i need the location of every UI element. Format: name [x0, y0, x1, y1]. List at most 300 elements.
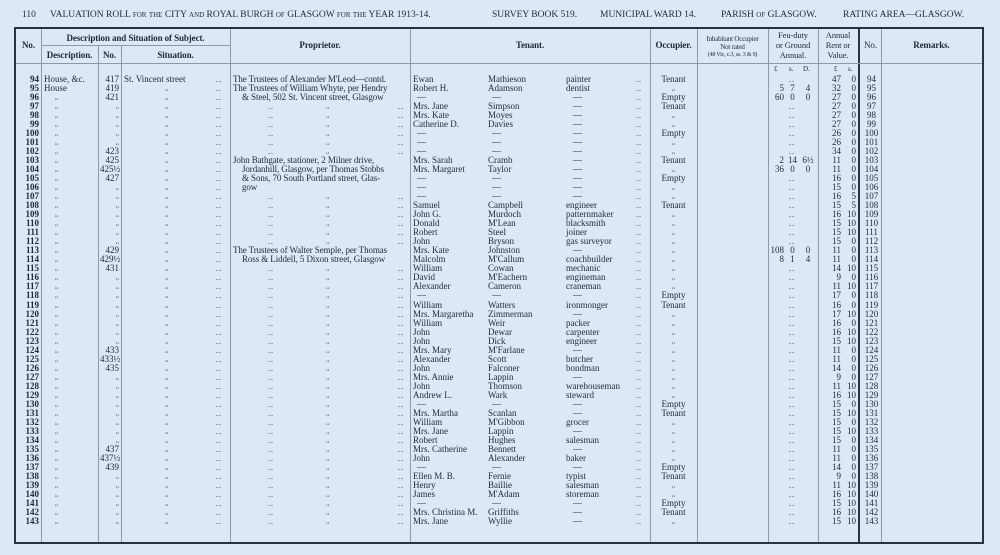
proprietor-dots: .. — [398, 417, 404, 427]
rent-pounds: 34 — [832, 146, 841, 157]
proprietor-dots: .. — [398, 507, 404, 517]
tenant-surname: Cameron — [488, 281, 521, 292]
feu-dots: .. — [789, 282, 795, 292]
street-number: ,, — [115, 238, 119, 246]
row-number-right: 108 — [864, 200, 879, 211]
proprietor-ditto: ,, — [326, 139, 330, 147]
tenant-occupation: — — [573, 425, 582, 436]
description: ,, — [55, 337, 59, 345]
street-number: 429½ — [100, 254, 121, 265]
rent-pounds: 11 — [832, 443, 841, 454]
proprietor-dots: .. — [268, 390, 274, 400]
situation: ,, — [165, 436, 169, 444]
tenant-first-name: John — [413, 452, 431, 463]
row-number-right: 137 — [864, 461, 879, 472]
street-number: ,, — [115, 121, 119, 129]
proprietor-dots: .. — [268, 435, 274, 445]
row-number: 111 — [26, 227, 39, 238]
description: ,, — [55, 427, 59, 435]
tenant-occupation: — — [573, 191, 582, 202]
rent-pounds: 16 — [832, 299, 841, 310]
feu-dots: .. — [789, 327, 795, 337]
proprietor-dots: .. — [398, 462, 404, 472]
street-number: ,, — [115, 130, 119, 138]
rent-shillings: 0 — [851, 137, 856, 148]
situation-dots: .. — [216, 444, 222, 454]
description: ,, — [55, 328, 59, 336]
description: ,, — [55, 454, 59, 462]
proprietor-dots: .. — [268, 417, 274, 427]
proprietor-dots: .. — [398, 327, 404, 337]
row-number-right: 119 — [864, 299, 879, 310]
tenant-occupation: — — [573, 344, 582, 355]
tenant-surname: Simpson — [488, 101, 520, 112]
proprietor-dots: .. — [268, 138, 274, 148]
rent-shillings: 10 — [847, 488, 856, 499]
tenant-first-name: — — [417, 173, 426, 184]
tenant-dots: .. — [636, 165, 642, 175]
description: ,, — [55, 193, 59, 201]
proprietor-dots: .. — [268, 354, 274, 364]
proprietor-dots: .. — [268, 363, 274, 373]
row-number-right: 118 — [864, 290, 879, 301]
rent-pounds: 15 — [832, 182, 841, 193]
street-number: 423 — [105, 146, 119, 157]
feu-shillings: 14 — [788, 155, 797, 166]
situation: ,, — [165, 355, 169, 363]
situation: ,, — [165, 265, 169, 273]
proprietor-dots: .. — [398, 363, 404, 373]
occupier: ,, — [671, 391, 676, 399]
col-rent-line2: Rent or — [825, 40, 851, 50]
street-number: ,, — [115, 328, 119, 336]
tenant-surname: Fernie — [488, 470, 511, 481]
proprietor-ditto: ,, — [326, 391, 330, 399]
tenant-dots: .. — [636, 363, 642, 373]
rent-shillings: 0 — [851, 434, 856, 445]
tenant-surname: Baillie — [488, 479, 512, 490]
occupier: Tenant — [661, 299, 686, 310]
situation: ,, — [165, 94, 169, 102]
tenant-occupation: engineer — [566, 200, 597, 211]
feu-dots: .. — [789, 129, 795, 139]
proprietor-ditto: ,, — [326, 337, 330, 345]
proprietor-ditto: ,, — [326, 121, 330, 129]
rent-pounds: 11 — [832, 353, 841, 364]
tenant-first-name: John — [413, 326, 431, 337]
row-number: 127 — [25, 371, 39, 382]
occupier: ,, — [671, 418, 676, 426]
situation-dots: .. — [216, 147, 222, 157]
proprietor: gow — [242, 182, 258, 193]
proprietor-dots: .. — [398, 219, 404, 229]
tenant-dots: .. — [636, 498, 642, 508]
situation: St. Vincent street — [124, 74, 186, 84]
description: ,, — [55, 445, 59, 453]
proprietor-dots: .. — [268, 336, 274, 346]
row-number: 98 — [30, 110, 39, 121]
tenant-surname: Bryson — [488, 236, 515, 247]
tenant-dots: .. — [636, 327, 642, 337]
tenant-first-name: James — [413, 488, 435, 499]
tenant-first-name: William — [413, 416, 443, 427]
description: ,, — [55, 283, 59, 291]
situation-dots: .. — [216, 246, 222, 256]
parish: PARISH of GLASGOW. — [721, 10, 817, 20]
situation-dots: .. — [216, 174, 222, 184]
situation-dots: .. — [216, 372, 222, 382]
situation: ,, — [165, 229, 169, 237]
col-proprietor: Proprietor. — [299, 40, 341, 50]
tenant-first-name: Mrs. Sarah — [413, 155, 453, 166]
situation-dots: .. — [216, 462, 222, 472]
street-number: ,, — [115, 409, 119, 417]
rent-shillings: 10 — [847, 227, 856, 238]
proprietor-ditto: ,, — [326, 472, 330, 480]
tenant-surname: Wyllie — [488, 515, 512, 526]
feu-dots: .. — [789, 192, 795, 202]
tenant-surname: Dick — [488, 335, 506, 346]
proprietor-ditto: ,, — [326, 103, 330, 111]
situation-dots: .. — [216, 237, 222, 247]
occupier: ,, — [671, 184, 676, 192]
rent-pounds: 15 — [832, 407, 841, 418]
tenant-first-name: Mrs. Margaret — [413, 164, 465, 175]
occupier: Empty — [661, 461, 686, 472]
occupier: ,, — [671, 319, 676, 327]
situation-dots: .. — [216, 363, 222, 373]
proprietor-ditto: ,, — [326, 292, 330, 300]
rent-shillings: 0 — [851, 353, 856, 364]
description: ,, — [55, 463, 59, 471]
tenant-dots: .. — [636, 282, 642, 292]
row-number: 107 — [25, 191, 39, 202]
rent-pounds: 14 — [832, 263, 841, 274]
situation-dots: .. — [216, 471, 222, 481]
situation-dots: .. — [216, 273, 222, 283]
tenant-surname: Johnston — [488, 245, 521, 256]
tenant-dots: .. — [636, 246, 642, 256]
situation: ,, — [165, 418, 169, 426]
occupier: ,, — [671, 445, 676, 453]
situation-dots: .. — [216, 498, 222, 508]
proprietor-ditto: ,, — [326, 328, 330, 336]
tenant-dots: .. — [636, 516, 642, 526]
rent-shillings: 10 — [847, 515, 856, 526]
row-number-right: 125 — [864, 353, 879, 364]
situation: ,, — [165, 463, 169, 471]
description: ,, — [55, 310, 59, 318]
tenant-occupation: — — [573, 182, 582, 193]
col-inhabitant-line2: Not rated — [720, 43, 745, 51]
rent-shillings: 0 — [851, 461, 856, 472]
row-number-right: 123 — [864, 335, 879, 346]
rent-shillings: 0 — [851, 443, 856, 454]
rent-pounds: 11 — [832, 380, 841, 391]
rent-pounds: 17 — [832, 308, 841, 319]
rent-pounds: 16 — [832, 317, 841, 328]
tenant-first-name: — — [417, 290, 426, 301]
tenant-surname: — — [492, 497, 501, 508]
table-row — [0, 517, 1000, 526]
situation-dots: .. — [216, 183, 222, 193]
proprietor-dots: .. — [398, 489, 404, 499]
situation: ,, — [165, 148, 169, 156]
proprietor-ditto: ,, — [326, 418, 330, 426]
feu-dots: .. — [789, 120, 795, 130]
feu-shillings: 7 — [790, 83, 795, 94]
rent-shillings: 10 — [847, 506, 856, 517]
row-number: 106 — [25, 182, 39, 193]
tenant-occupation: — — [573, 497, 582, 508]
tenant-dots: .. — [636, 318, 642, 328]
street-number: ,, — [115, 373, 119, 381]
survey-book: SURVEY BOOK 519. — [492, 10, 578, 20]
row-number: 94 — [30, 74, 39, 84]
tenant-first-name: Samuel — [413, 200, 440, 211]
tenant-surname: Wark — [488, 389, 508, 400]
occupier: Empty — [661, 92, 686, 103]
rent-pounds: 15 — [832, 434, 841, 445]
row-number: 139 — [25, 479, 39, 490]
tenant-surname: Scott — [488, 353, 507, 364]
tenant-first-name: John G. — [413, 209, 442, 220]
tenant-dots: .. — [636, 399, 642, 409]
rent-shillings: 5 — [851, 200, 856, 211]
rent-pounds: 16 — [832, 506, 841, 517]
row-number-right: 121 — [864, 317, 879, 328]
situation-dots: .. — [216, 507, 222, 517]
occupier: ,, — [671, 247, 676, 255]
row-number: 110 — [25, 218, 39, 229]
situation: ,, — [165, 328, 169, 336]
proprietor-ditto: ,, — [326, 211, 330, 219]
description: House, &c. — [44, 74, 85, 84]
situation: ,, — [165, 445, 169, 453]
situation: ,, — [165, 238, 169, 246]
description: ,, — [55, 391, 59, 399]
row-number: 141 — [25, 497, 39, 508]
proprietor-ditto: ,, — [326, 454, 330, 462]
rent-shillings: 10 — [847, 479, 856, 490]
feu-pounds: 60 — [775, 92, 784, 103]
rent-shillings: 0 — [851, 398, 856, 409]
tenant-occupation: — — [573, 290, 582, 301]
tenant-surname: M'Lean — [488, 218, 516, 229]
tenant-occupation: — — [573, 407, 582, 418]
row-number-right: 106 — [864, 182, 879, 193]
proprietor-ditto: ,, — [326, 346, 330, 354]
tenant-occupation: steward — [566, 389, 594, 400]
tenant-first-name: — — [417, 461, 426, 472]
col-remarks: Remarks. — [913, 40, 950, 50]
description: ,, — [55, 301, 59, 309]
tenant-occupation: — — [573, 146, 582, 157]
proprietor-ditto: ,, — [326, 463, 330, 471]
feu-pence: 0 — [805, 245, 811, 256]
occupier: ,, — [671, 211, 676, 219]
occupier: ,, — [671, 337, 676, 345]
occupier: ,, — [671, 166, 676, 174]
situation-dots: .. — [216, 111, 222, 121]
rent-shillings: 0 — [851, 119, 856, 130]
situation: ,, — [165, 274, 169, 282]
rent-pounds: 15 — [832, 227, 841, 238]
street-number: ,, — [115, 508, 119, 516]
situation: ,, — [165, 175, 169, 183]
col-occupier: Occupier. — [655, 40, 692, 50]
situation-dots: .. — [216, 354, 222, 364]
proprietor-dots: .. — [268, 480, 274, 490]
proprietor-dots: .. — [398, 471, 404, 481]
rent-shillings: 0 — [851, 110, 856, 121]
tenant-dots: .. — [636, 174, 642, 184]
situation: ,, — [165, 211, 169, 219]
tenant-first-name: Mrs. Margaretha — [413, 308, 474, 319]
situation-dots: .. — [216, 84, 222, 94]
rent-shillings: 0 — [851, 299, 856, 310]
situation: ,, — [165, 391, 169, 399]
row-number-right: 114 — [864, 254, 879, 265]
situation-dots: .. — [216, 327, 222, 337]
situation-dots: .. — [216, 345, 222, 355]
rent-pounds: 14 — [832, 362, 841, 373]
row-number: 113 — [25, 245, 39, 256]
rent-pounds: 32 — [832, 83, 841, 94]
row-number-right: 109 — [864, 209, 879, 220]
situation: ,, — [165, 508, 169, 516]
row-number-right: 103 — [864, 155, 879, 166]
proprietor-dots: .. — [268, 399, 274, 409]
situation-dots: .. — [216, 75, 222, 84]
proprietor-dots: .. — [398, 102, 404, 112]
row-number: 102 — [25, 146, 39, 157]
row-number: 96 — [30, 92, 39, 103]
tenant-first-name: Henry — [413, 479, 436, 490]
row-number: 128 — [25, 380, 39, 391]
description: ,, — [55, 364, 59, 372]
feu-pence: 4 — [805, 83, 811, 94]
description: ,, — [55, 319, 59, 327]
situation-dots: .. — [216, 480, 222, 490]
rent-shillings: 10 — [847, 218, 856, 229]
rent-unit-pounds: £ — [834, 65, 838, 73]
tenant-first-name: Mrs. Annie — [413, 371, 454, 382]
situation: ,, — [165, 427, 169, 435]
row-number: 97 — [30, 101, 39, 112]
feu-dots: .. — [789, 183, 795, 193]
rent-pounds: 11 — [832, 281, 841, 292]
row-number-right: 127 — [864, 371, 879, 382]
occupier: Empty — [661, 497, 686, 508]
situation-dots: .. — [216, 435, 222, 445]
tenant-occupation: packer — [566, 317, 590, 328]
tenant-occupation: engineman — [566, 272, 606, 283]
situation-dots: .. — [216, 255, 222, 265]
street-number: ,, — [115, 139, 119, 147]
feu-dots: .. — [789, 417, 795, 427]
proprietor-dots: .. — [268, 102, 274, 112]
tenant-surname: Bennett — [488, 443, 516, 454]
row-number-right: 135 — [864, 443, 879, 454]
row-number: 119 — [25, 299, 39, 310]
feu-dots: .. — [789, 444, 795, 454]
tenant-occupation: — — [573, 515, 582, 526]
description: ,, — [55, 292, 59, 300]
tenant-occupation: patternmaker — [566, 209, 614, 220]
row-number-right: 105 — [864, 173, 879, 184]
rent-shillings: 10 — [847, 425, 856, 436]
street-number: ,, — [115, 391, 119, 399]
street-number: ,, — [115, 184, 119, 192]
occupier: ,, — [671, 193, 676, 201]
row-number: 109 — [25, 209, 39, 220]
tenant-dots: .. — [636, 102, 642, 112]
proprietor-dots: .. — [268, 309, 274, 319]
occupier: ,, — [671, 382, 676, 390]
proprietor-dots: .. — [268, 192, 274, 202]
description: ,, — [55, 418, 59, 426]
rent-pounds: 16 — [832, 173, 841, 184]
row-number-right: 133 — [864, 425, 879, 436]
tenant-first-name: Mrs. Kate — [413, 110, 449, 121]
row-number: 115 — [25, 263, 39, 274]
street-number: 425 — [105, 155, 119, 166]
feu-dots: .. — [789, 507, 795, 517]
row-number: 99 — [30, 119, 39, 130]
row-number-right: 102 — [864, 146, 879, 157]
proprietor-dots: .. — [268, 408, 274, 418]
proprietor: The Trustees of Walter Semple, per Thomas — [233, 245, 388, 256]
description: ,, — [55, 490, 59, 498]
tenant-surname: — — [492, 461, 501, 472]
rent-pounds: 15 — [832, 416, 841, 427]
col-feu-line3: Annual. — [779, 50, 807, 60]
proprietor-ditto: ,, — [326, 508, 330, 516]
description: ,, — [55, 148, 59, 156]
proprietor-dots: .. — [268, 228, 274, 238]
tenant-dots: .. — [636, 93, 642, 103]
tenant-first-name: David — [413, 272, 435, 283]
tenant-dots: .. — [636, 264, 642, 274]
row-number: 100 — [25, 128, 39, 139]
proprietor-dots: .. — [268, 237, 274, 247]
occupier: Empty — [661, 398, 686, 409]
description: ,, — [55, 184, 59, 192]
rent-shillings: 10 — [847, 209, 856, 220]
row-number: 108 — [25, 200, 39, 211]
description: ,, — [55, 130, 59, 138]
situation: ,, — [165, 121, 169, 129]
tenant-surname: Falconer — [488, 362, 520, 373]
rent-pounds: 11 — [832, 344, 841, 355]
tenant-first-name: Mrs. Kate — [413, 245, 449, 256]
proprietor-dots: .. — [398, 390, 404, 400]
row-number: 121 — [25, 317, 39, 328]
tenant-dots: .. — [636, 381, 642, 391]
rent-pounds: 16 — [832, 326, 841, 337]
tenant-dots: .. — [636, 480, 642, 490]
proprietor-dots: .. — [268, 462, 274, 472]
tenant-occupation: storeman — [566, 488, 599, 499]
street-number: ,, — [115, 103, 119, 111]
feu-dots: .. — [789, 426, 795, 436]
situation: ,, — [165, 319, 169, 327]
tenant-dots: .. — [636, 471, 642, 481]
row-number: 134 — [25, 434, 39, 445]
rent-shillings: 0 — [851, 254, 856, 265]
street-number: ,, — [115, 337, 119, 345]
